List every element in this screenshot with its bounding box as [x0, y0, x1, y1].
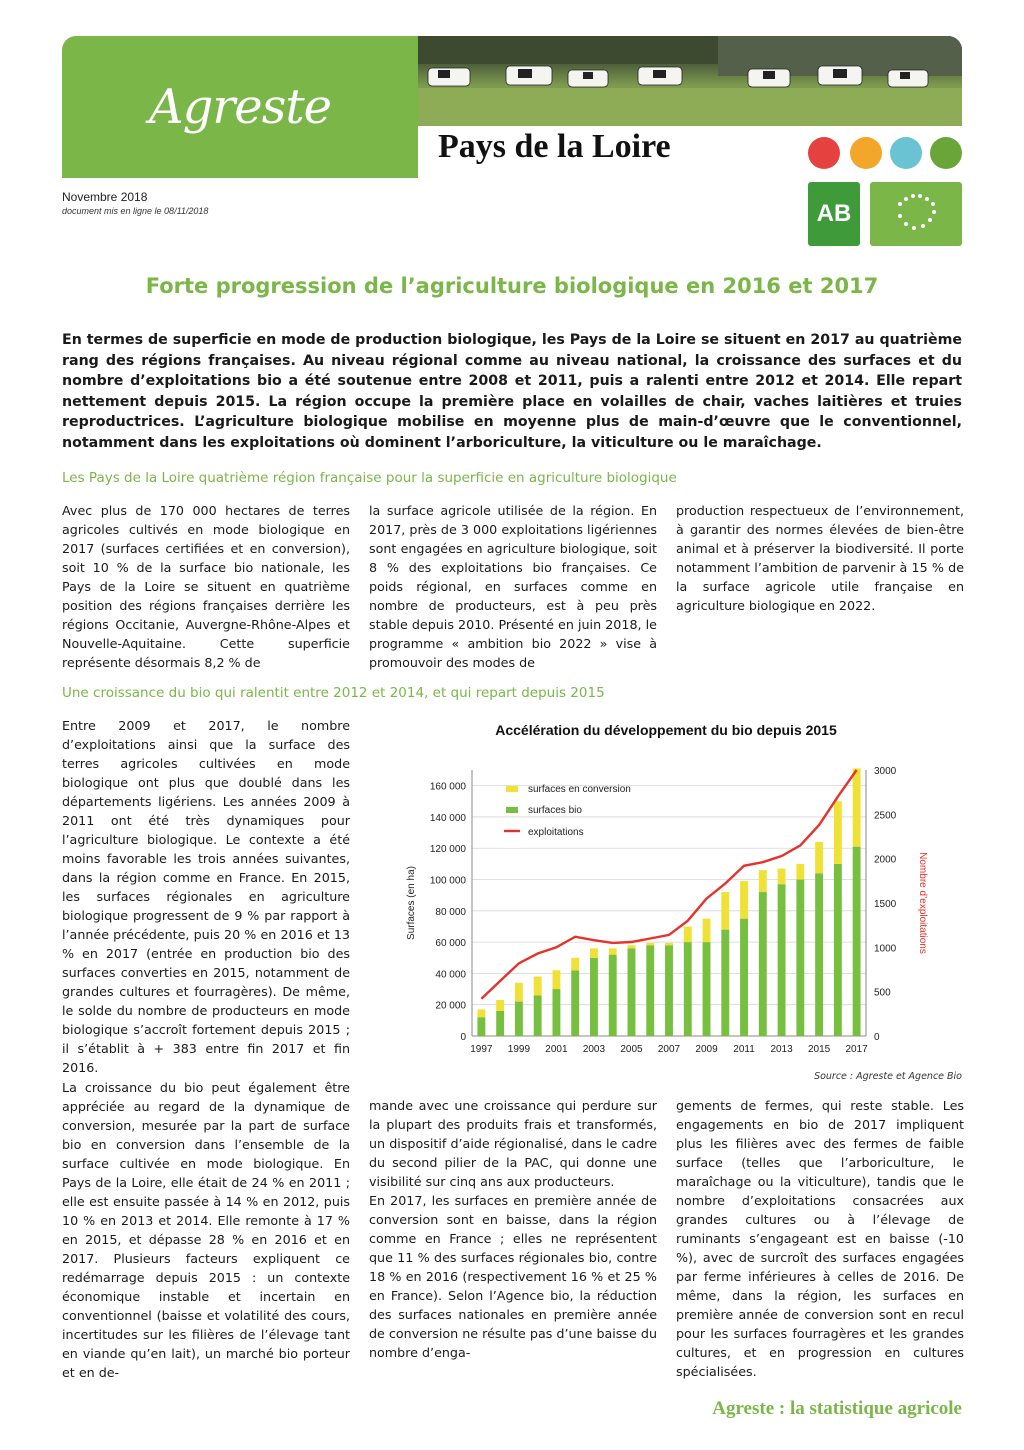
ab-logo: AB: [808, 182, 860, 246]
cyan-dot: [890, 137, 922, 169]
publication-date: Novembre 2018: [62, 190, 148, 204]
y-tick-label: 20 000: [435, 1000, 466, 1012]
section-heading-2: Une croissance du bio qui ralentit entre 2012 et 2014, et qui repart depuis 2015: [62, 685, 605, 701]
y-tick-label: 160 000: [429, 781, 466, 793]
section2-column-3: gements de fermes, qui reste stable. Les engagements en bio de 2017 impliquent plus les filières avec des fermes de faible surface (telles que l’arboriculture, le maraîchage ou la viticulture), tandis que le nombre d’exploitations consacrées aux grandes cultures ou à l’élevage de ruminants s’engageant est en baisse (-10 %), avec de surcroît des surfaces engagées par ferme inférieures à celles de 2016. De même, dans la région, les surfaces en première année de conversion sont en recul pour les surfaces fourragères et les grandes cultures, et en progression en cultures spécialisées.: [676, 1098, 964, 1379]
red-dot: [808, 137, 840, 169]
y-tick-label: 80 000: [435, 906, 466, 918]
bar-surfaces-bio: [796, 880, 804, 1036]
y-tick-label: 100 000: [429, 875, 466, 887]
bar-surfaces-conversion: [703, 919, 711, 942]
section1-column-2: la surface agricole utilisée de la région. En 2017, près de 3 000 exploitations ligériennes sont engagées en agriculture biologique, soit 8 % des exploitations bio françaises. Ce poids régional, en surfaces comme en nombre de producteurs, est à peu près stable depuis 2010. Présenté en juin 2018, le programme « ambition bio 2022 » vise à promouvoir des modes de: [369, 503, 657, 670]
bar-surfaces-bio: [665, 945, 673, 1036]
y2-axis-label: Nombre d’exploitations: [917, 852, 928, 954]
bar-surfaces-conversion: [609, 948, 617, 954]
bar-surfaces-conversion: [515, 983, 523, 1002]
lead-paragraph: En termes de superficie en mode de production biologique, les Pays de la Loire se situent en 2017 au quatrième rang des régions françaises. Au niveau régional comme au niveau national, la croissance des surfaces et du nombre d’exploitations bio a été soutenue entre 2008 et 2011, puis a ralenti entre 2012 et 2014. Elle repart nettement depuis 2015. La région occupe la première place en volailles de chair, vaches laitières et truies reproductrices. L’agriculture biologique mobilise en moyenne plus de main-d’œuvre que le conventionnel, notamment dans les exploitations où dominent l’arboriculture, la viticulture ou le maraîchage.: [62, 332, 962, 451]
legend-swatch-bio: [506, 807, 518, 813]
bar-surfaces-conversion: [665, 943, 673, 945]
x-tick-label: 1997: [470, 1044, 493, 1055]
chart-title: Accélération du développement du bio depuis 2015: [495, 722, 837, 738]
section2-column-2-para-2: En 2017, les surfaces en première année de conversion sont en baisse, dans la région comme en France ; elles ne représentent que 11 % des surfaces régionales bio, contre 18 % en 2016 (respectivement 16 % et 25 % en France). Selon l’Agence bio, la réduction des surfaces nationales en première année de conversion ne résulte pas d’une baisse du nombre d’enga-: [369, 1193, 657, 1360]
y-tick-label: 40 000: [435, 969, 466, 981]
bar-surfaces-bio: [815, 873, 823, 1036]
section2-column-1b: La croissance du bio peut également être appréciée au regard de la dynamique de conversion, mesurée par la part de surface bio en conversion dans l’ensemble de la surface cultivée en mode biologique. En Pays de la Loire, elle était de 24 % en 2011 ; elle est ensuite passée à 14 % en 2012, puis 10 % en 2013 et 2014. Elle remonte à 17 % en 2015, et dépasse 28 % en 2016 et en 2017. Plusieurs facteurs expliquent ce redémarrage depuis 2015 : un contexte économique instable et incertain en conventionnel (baisse et volatilité des cours, incertitudes sur les filières de l’élevage tant en viande qu’en lait), un marché bio porteur et en de-: [62, 1080, 350, 1380]
bar-surfaces-conversion: [477, 1009, 485, 1017]
agreste-logo: Agreste: [148, 79, 332, 135]
section2-column-2-para-1: mande avec une croissance qui perdure sur la plupart des produits frais et transformés, un dispositif d’aide régionalisé, dans le cadre du second pilier de la PAC, qui donne une visibilité sur cinq ans aux producteurs.: [369, 1098, 657, 1189]
bar-surfaces-conversion: [740, 881, 748, 919]
bar-surfaces-conversion: [646, 943, 654, 945]
bio-development-chart: [380, 750, 960, 1070]
legend-swatch-conversion: [506, 786, 518, 792]
bar-surfaces-bio: [759, 892, 767, 1036]
main-title: Forte progression de l’agriculture biologique en 2016 et 2017: [145, 274, 879, 298]
region-title: Pays de la Loire: [438, 128, 671, 165]
bar-surfaces-conversion: [796, 864, 804, 880]
bar-surfaces-conversion: [759, 870, 767, 892]
y2-tick-label: 500: [874, 987, 891, 999]
section1-column-1: Avec plus de 170 000 hectares de terres agricoles cultivés en mode biologique en 2017 (surfaces certifiées et en conversion), soit 10 % de la surface bio nationale, les Pays de la Loire se situent en quatrième position des régions françaises derrière les régions Occitanie, Auvergne-Rhône-Alpes et Nouvelle-Aquitaine. Cette superficie représente désormais 8,2 % de: [62, 503, 350, 670]
bar-surfaces-conversion: [590, 948, 598, 957]
online-date: document mis en ligne le 08/11/2018: [62, 206, 209, 216]
orange-dot: [850, 137, 882, 169]
section1-column-3: production respectueux de l’environnement, à garantir des normes élevées de bien-être animal et à préserver la biodiversité. Il porte notamment l’ambition de parvenir à 15 % de la surface agricole utile française en agriculture biologique en 2022.: [676, 503, 964, 613]
eu-organic-logo: [870, 182, 962, 246]
cows-photo: [418, 36, 962, 126]
bar-surfaces-bio: [477, 1017, 485, 1036]
y-tick-label: 140 000: [429, 812, 466, 824]
bar-surfaces-bio: [853, 847, 861, 1036]
bar-surfaces-conversion: [496, 1000, 504, 1011]
y-tick-label: 0: [460, 1032, 466, 1043]
x-tick-label: 2001: [545, 1044, 568, 1055]
x-tick-label: 2017: [845, 1044, 868, 1055]
legend-label-exploitations: exploitations: [528, 827, 584, 838]
bar-surfaces-conversion: [534, 977, 542, 996]
bar-surfaces-bio: [628, 948, 636, 1036]
bar-surfaces-bio: [590, 958, 598, 1036]
header-photo: [418, 36, 962, 126]
y2-tick-label: 2000: [874, 854, 897, 866]
x-tick-label: 2013: [770, 1044, 793, 1055]
bar-surfaces-bio: [834, 864, 842, 1036]
section-heading-1: Les Pays de la Loire quatrième région française pour la superficie en agriculture biologique: [62, 470, 677, 486]
bar-surfaces-bio: [721, 930, 729, 1036]
bar-surfaces-bio: [703, 942, 711, 1036]
x-tick-label: 2009: [695, 1044, 718, 1055]
bar-surfaces-conversion: [815, 842, 823, 873]
bar-surfaces-bio: [515, 1002, 523, 1036]
bar-surfaces-conversion: [552, 970, 560, 989]
y2-tick-label: 1500: [874, 899, 897, 910]
y-axis-label: Surfaces (en ha): [406, 866, 417, 940]
x-tick-label: 2003: [582, 1044, 606, 1055]
y-tick-label: 60 000: [435, 938, 466, 950]
chart-source: Source : Agreste et Agence Bio: [814, 1071, 962, 1082]
legend-label-bio: surfaces bio: [528, 805, 582, 816]
y2-tick-label: 3000: [874, 766, 897, 777]
y-tick-label: 120 000: [429, 844, 466, 856]
bar-surfaces-bio: [646, 945, 654, 1036]
bar-surfaces-bio: [778, 884, 786, 1036]
x-tick-label: 2011: [733, 1044, 755, 1055]
y2-tick-label: 1000: [874, 943, 897, 955]
x-tick-label: 2007: [657, 1044, 681, 1055]
bar-surfaces-conversion: [853, 768, 861, 846]
bar-surfaces-conversion: [571, 958, 579, 971]
bar-surfaces-bio: [571, 970, 579, 1036]
section2-column-1: Entre 2009 et 2017, le nombre d’exploitations ainsi que la surface des terres agricoles cultivées en mode biologique ont plus que doublé dans les départements ligériens. Les années 2009 à 2011 ont été très dynamiques pour l’agriculture biologique. Le contexte a été moins favorable les trois années suivantes, dans la région comme en France. En 2015, les surfaces régionales en agriculture biologique progressent de 9 % par rapport à l’année précédente, puis 20 % en 2016 et 13 % en 2017 (entrée en production bio des surfaces converties en 2015, notamment de grandes cultures et fourragères). De même, le solde du nombre de producteurs en mode biologique s’accroît fortement depuis 2015 ; il s’établit à + 383 entre fin 2017 et fin 2016.: [62, 718, 350, 1075]
bar-surfaces-bio: [534, 995, 542, 1036]
section2-column-2: [369, 1096, 657, 1362]
x-tick-label: 2005: [620, 1044, 643, 1055]
legend-label-conversion: surfaces en conversion: [528, 784, 631, 795]
bar-surfaces-bio: [609, 955, 617, 1036]
bar-surfaces-conversion: [721, 892, 729, 930]
bar-surfaces-bio: [740, 919, 748, 1036]
green-dot: [930, 137, 962, 169]
bar-surfaces-conversion: [684, 926, 692, 942]
bar-surfaces-bio: [684, 942, 692, 1036]
y2-tick-label: 2500: [874, 810, 897, 822]
bar-surfaces-conversion: [834, 801, 842, 864]
x-tick-label: 1999: [507, 1044, 531, 1055]
y2-tick-label: 0: [874, 1032, 880, 1043]
bar-surfaces-bio: [496, 1011, 504, 1036]
x-tick-label: 2015: [807, 1044, 831, 1055]
bar-surfaces-conversion: [778, 869, 786, 885]
bar-surfaces-bio: [552, 989, 560, 1036]
bar-surfaces-conversion: [628, 945, 636, 948]
footer-tagline: Agreste : la statistique agricole: [712, 1398, 962, 1419]
